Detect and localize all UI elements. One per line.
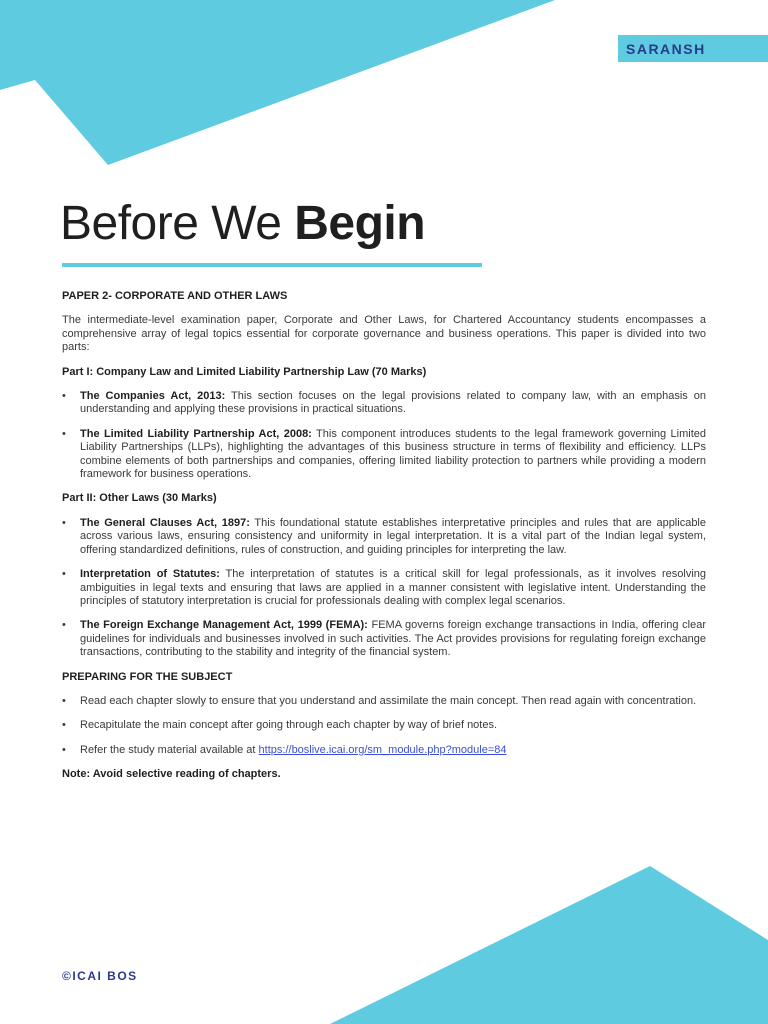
title-bold: Begin [294, 197, 426, 250]
bullet-icon: • [62, 619, 66, 632]
list-item [62, 568, 706, 608]
part1-list [62, 390, 706, 481]
bullet-icon: • [62, 743, 66, 756]
paper-heading: PAPER 2- CORPORATE AND OTHER LAWS [62, 290, 288, 302]
item-term: The Limited Liability Partnership Act, 2008: [80, 427, 312, 440]
bottom-triangle-shape [330, 866, 768, 1024]
item-text: This component introduces students to the legal framework governing Limited Liability Partnerships (LLPs), highlighting the advantages of this business structure in terms of flexibility and efficiency. LLPs combine elements of both partnerships and companies, offering limited liability protection to partners while providing a modern framework for business operations. [80, 427, 706, 481]
item-text: Read each chapter slowly to ensure that you understand and assimilate the main concept. Then read again with concentration. [80, 694, 697, 707]
list-item [62, 719, 706, 732]
list-item [62, 428, 706, 482]
item-text: This section focuses on the legal provisions related to company law, with an emphasis on understanding and applying these provisions in practical situations. [80, 390, 706, 416]
footer-copyright: ©ICAI BOS [62, 969, 138, 983]
title-underline [62, 263, 482, 267]
note-text: Note: Avoid selective reading of chapters. [62, 768, 281, 781]
page-title [60, 196, 425, 251]
main-content [62, 290, 706, 793]
list-item [62, 744, 706, 757]
bullet-icon: • [62, 694, 66, 707]
part1-heading: Part I: Company Law and Limited Liability Partnership Law (70 Marks) [62, 365, 427, 378]
item-term: Interpretation of Statutes: [80, 568, 220, 581]
bullet-icon: • [62, 427, 66, 440]
item-term: The Companies Act, 2013: [80, 390, 226, 403]
brand-label: SARANSH [618, 35, 768, 62]
part2-list [62, 517, 706, 660]
list-item [62, 517, 706, 557]
list-item [62, 390, 706, 417]
intro-paragraph: The intermediate-level examination paper, Corporate and Other Laws, for Chartered Accountancy students encompasses a comprehensive array of legal topics essential for corporate governance and business operations. This paper is divided into two parts: [62, 314, 706, 354]
item-text: The interpretation of statutes is a critical skill for legal professionals, as it involves resolving ambiguities in legal texts and ensuring that laws are applied in a manner consistent with legislative intent. Understanding the principles of statutory interpretation is crucial for professionals dealing with complex legal scenarios. [80, 568, 707, 607]
bullet-icon: • [62, 390, 66, 403]
item-text: This foundational statute establishes interpretative principles and rules that are applicable across various laws, ensuring consistency and uniformity in legal interpretation. It is a vital part of the Indian legal system, offering standardized definitions, rules of construction, and guiding principles for interpreting the law. [80, 516, 706, 556]
top-triangle-shape [0, 0, 555, 165]
study-material-link[interactable]: https://boslive.icai.org/sm_module.php?module=84 [258, 743, 507, 756]
part2-heading: Part II: Other Laws (30 Marks) [62, 492, 217, 505]
bullet-icon: • [62, 719, 66, 732]
item-text: FEMA governs foreign exchange transactions in India, offering clear guidelines for individuals and businesses involved in such activities. The Act provides provisions for regulating foreign exchange transactions, contributing to the stability and integrity of the financial system. [80, 619, 707, 659]
bullet-icon: • [62, 516, 66, 529]
title-normal: Before We [60, 197, 295, 250]
item-text: Recapitulate the main concept after going through each chapter by way of brief notes. [80, 719, 498, 732]
item-term: The Foreign Exchange Management Act, 1999 (FEMA): [80, 619, 368, 632]
list-item [62, 695, 706, 708]
preparing-heading: PREPARING FOR THE SUBJECT [62, 670, 233, 683]
list-item [62, 619, 706, 659]
bullet-icon: • [62, 568, 66, 581]
item-text: Refer the study material available at [80, 743, 259, 756]
item-term: The General Clauses Act, 1897: [80, 516, 250, 529]
preparing-list [62, 695, 706, 757]
